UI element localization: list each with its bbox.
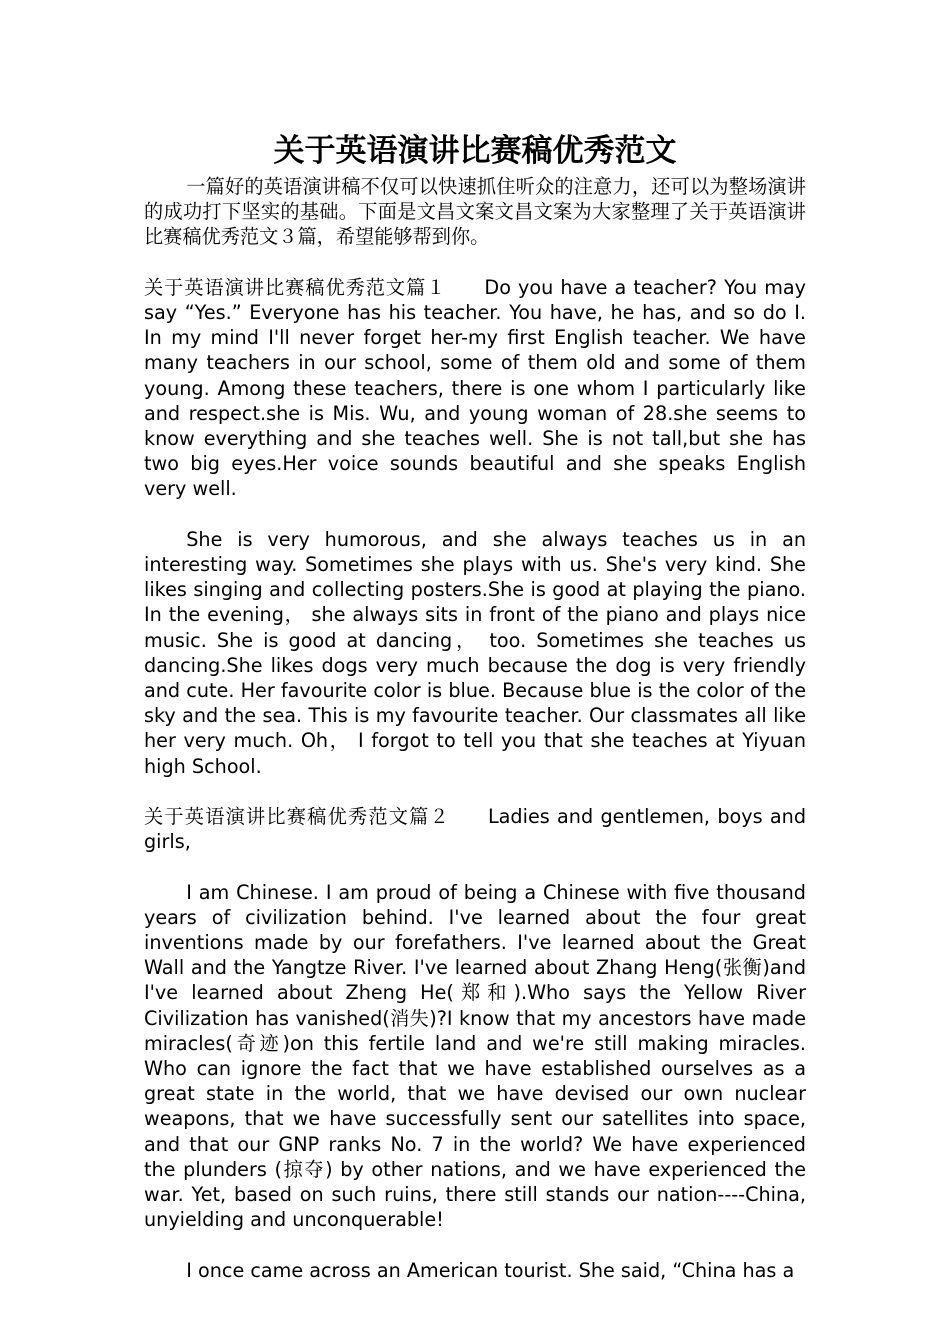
document-title: 关于英语演讲比赛稿优秀范文 [273, 133, 677, 169]
spacer [144, 1232, 806, 1257]
section-2-lead-text: Ladies and gentlemen, boys and girls, [144, 805, 807, 854]
spacer [144, 250, 806, 275]
document-page [144, 128, 806, 1283]
section-2-paragraph: I once came across an American tourist. She said, “China has a [186, 1258, 795, 1282]
intro-paragraph: 一篇好的英语演讲稿不仅可以快速抓住听众的注意力，还可以为整场演讲的成功打下坚实的基础。下面是文昌文案文昌文案为大家整理了关于英语演讲比赛稿优秀范文３篇，希望能够帮到你。 [144, 175, 806, 249]
section-1-lead-paragraph [144, 275, 806, 502]
section-2-lead-paragraph [144, 804, 806, 854]
section-1-paragraph: She is very humorous, and she always teaches us in an interesting way. Sometimes she plays with us. She's very kind. She likes singing and collecting posters.She is good at playing the piano. In the evening， she always sits in front of the piano and plays nice music. She is good at dancing， too. Sometimes she teaches us dancing.She likes dogs very much because the dog is very friendly and cute. Her favourite color is blue. Because blue is the color of the sky and the sea. This is my favourite teacher. Our classmates all like her very much. Oh， I forgot to tell you that she teaches at Yiyuan high School. [144, 527, 806, 778]
section-2-heading: 关于英语演讲比赛稿优秀范文篇２ [144, 805, 450, 829]
spacer [144, 779, 806, 804]
section-1-heading: 关于英语演讲比赛稿优秀范文篇１ [144, 275, 447, 299]
spacer [144, 854, 806, 879]
section-2-paragraph: I am Chinese. I am proud of being a Chinese with five thousand years of civilization behind. I've learned about the four great inventions made by our forefathers. I've learned about the Great Wall and the Yangtze River. I've learned about Zhang Heng(张衡)and I've learned about Zheng He(郑和).Who says the Yellow River Civilization has vanished(消失)?I know that my ancestors have made miracles(奇迹)on this fertile land and we're still making miracles. Who can ignore the fact that we have established ourselves as a great state in the world, that we have devised our own nuclear weapons, that we have successfully sent our satellites into space, and that our GNP ranks No. 7 in the world? We have experienced the plunders (掠夺) by other nations, and we have experienced the war. Yet, based on such ruins, there still stands our nation----China, unyielding and unconquerable! [144, 880, 806, 1232]
section-1-lead-text: Do you have a teacher? You may say “Yes.” Everyone has his teacher. You have, he has, and so do I. In my mind I'll never forget her-my first English teacher. We have many teachers in our school, some of them old and some of them young. Among these teachers, there is one whom I particularly like and respect.she is Mis. Wu, and young woman of 28.she seems to know everything and she teaches well. She is not tall,but she has two big eyes.Her voice sounds beautiful and she speaks English very well. [144, 275, 807, 501]
spacer [144, 502, 806, 527]
